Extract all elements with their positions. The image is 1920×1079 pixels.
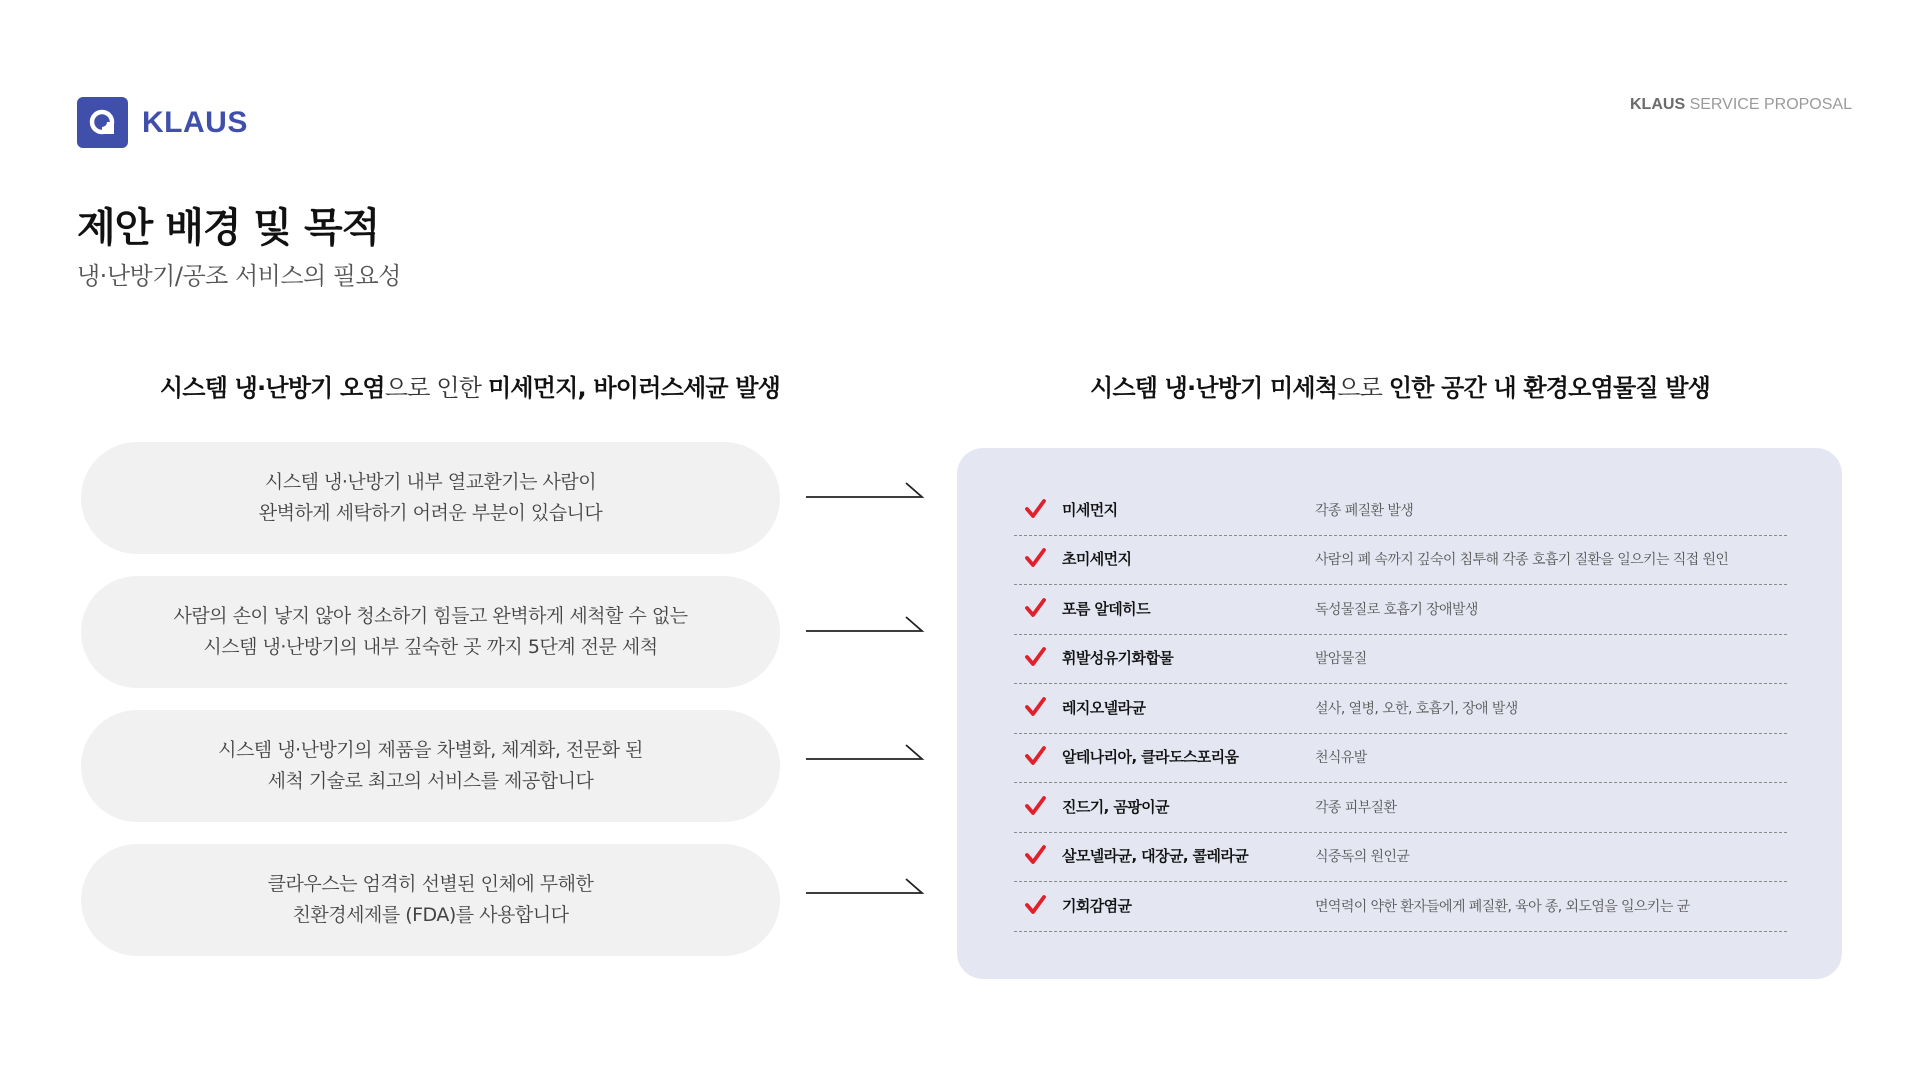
pollutant-row [1014, 634, 1787, 684]
pollutant-desc: 천식유발 [1315, 750, 1367, 766]
left-heading-part3: 미세먼지, 바이러스세균 발생 [488, 374, 781, 402]
checkmark-icon [1024, 498, 1046, 520]
pollutant-desc: 설사, 열병, 오한, 호흡기, 장애 발생 [1315, 701, 1518, 717]
pollutant-name: 기회감염균 [1062, 897, 1132, 915]
right-column-heading [955, 368, 1845, 403]
statement-line: 클라우스는 엄격히 선별된 인체에 무해한 [267, 873, 594, 895]
pollutant-desc: 각종 폐질환 발생 [1315, 503, 1414, 519]
arrow-right-icon [806, 877, 926, 901]
right-heading-part3: 인한 공간 내 환경오염물질 발생 [1388, 374, 1711, 402]
checkmark-icon [1024, 894, 1046, 916]
checkmark-icon [1024, 547, 1046, 569]
arrow-right-icon [806, 481, 926, 505]
right-heading-part1: 시스템 냉·난방기 미세척 [1089, 374, 1338, 402]
pollutant-desc: 각종 피부질환 [1315, 800, 1397, 816]
left-column-heading [80, 368, 860, 403]
pollutant-name: 포름 알데히드 [1062, 600, 1150, 618]
pollutant-desc: 식중독의 원인균 [1315, 849, 1410, 865]
pollutant-desc: 독성물질로 호흡기 장애발생 [1315, 602, 1478, 618]
page-subtitle: 냉·난방기/공조 서비스의 필요성 [77, 262, 401, 290]
pollutant-name: 알테나리아, 클라도스포리움 [1062, 748, 1239, 766]
pollutant-name: 미세먼지 [1062, 501, 1118, 519]
pollutant-name: 휘발성유기화합물 [1062, 649, 1174, 667]
checkmark-icon [1024, 696, 1046, 718]
statement-pill [81, 710, 780, 822]
statement-pill [81, 844, 780, 956]
statement-line: 시스템 냉·난방기의 제품을 차별화, 체계화, 전문화 된 [218, 739, 643, 761]
brand-name: KLAUS [142, 105, 248, 139]
checkmark-icon [1024, 795, 1046, 817]
statement-pill [81, 576, 780, 688]
brand-logo [77, 97, 248, 148]
header-caption: SERVICE PROPOSAL [1689, 96, 1852, 113]
statement-line: 완벽하게 세탁하기 어려운 부분이 있습니다 [258, 502, 603, 524]
arrow-right-icon [806, 743, 926, 767]
pollutant-name: 레지오넬라균 [1062, 699, 1146, 717]
pollutant-row [1014, 733, 1787, 783]
statement-line: 세척 기술로 최고의 서비스를 제공합니다 [267, 770, 594, 792]
statement-line: 사람의 손이 낳지 않아 청소하기 힘들고 완벽하게 세척할 수 없는 [173, 605, 688, 627]
checkmark-icon [1024, 646, 1046, 668]
right-heading-part2: 으로 [1337, 374, 1389, 402]
pollutant-row [1014, 486, 1787, 536]
pollutant-row [1014, 832, 1787, 882]
checkmark-icon [1024, 745, 1046, 767]
pollutant-row [1014, 535, 1787, 585]
checkmark-icon [1024, 844, 1046, 866]
left-heading-part1: 시스템 냉·난방기 오염 [159, 374, 385, 402]
left-heading-part2: 으로 인한 [384, 374, 489, 402]
statement-line: 시스템 냉·난방기 내부 열교환기는 사람이 [264, 471, 597, 493]
statement-pill [81, 442, 780, 554]
pollutant-row [1014, 684, 1787, 734]
pollutant-name: 살모넬라균, 대장균, 콜레라균 [1062, 847, 1249, 865]
statement-line: 시스템 냉·난방기의 내부 깊숙한 곳 까지 5단계 전문 세척 [203, 636, 658, 658]
pollutant-row [1014, 585, 1787, 635]
pollutant-row [1014, 882, 1787, 932]
pollutant-name: 초미세먼지 [1062, 550, 1132, 568]
page-title: 제안 배경 및 목적 [77, 205, 380, 251]
header-label [1630, 96, 1852, 114]
pollutant-row [1014, 783, 1787, 833]
pollutant-desc: 사람의 폐 속까지 깊숙이 침투해 각종 호흡기 질환을 일으키는 직접 원인 [1315, 552, 1729, 568]
pollutant-desc: 발암물질 [1315, 651, 1367, 667]
pollutant-panel [957, 448, 1842, 979]
pollutant-desc: 면역력이 약한 환자들에게 폐질환, 육아 종, 외도염을 일으키는 균 [1315, 899, 1690, 915]
checkmark-icon [1024, 597, 1046, 619]
arrow-right-icon [806, 615, 926, 639]
header-brand: KLAUS [1630, 96, 1686, 113]
klaus-logo-icon [77, 97, 128, 148]
statement-line: 친환경세제를 (FDA)를 사용합니다 [292, 904, 569, 926]
pollutant-name: 진드기, 곰팡이균 [1062, 798, 1169, 816]
